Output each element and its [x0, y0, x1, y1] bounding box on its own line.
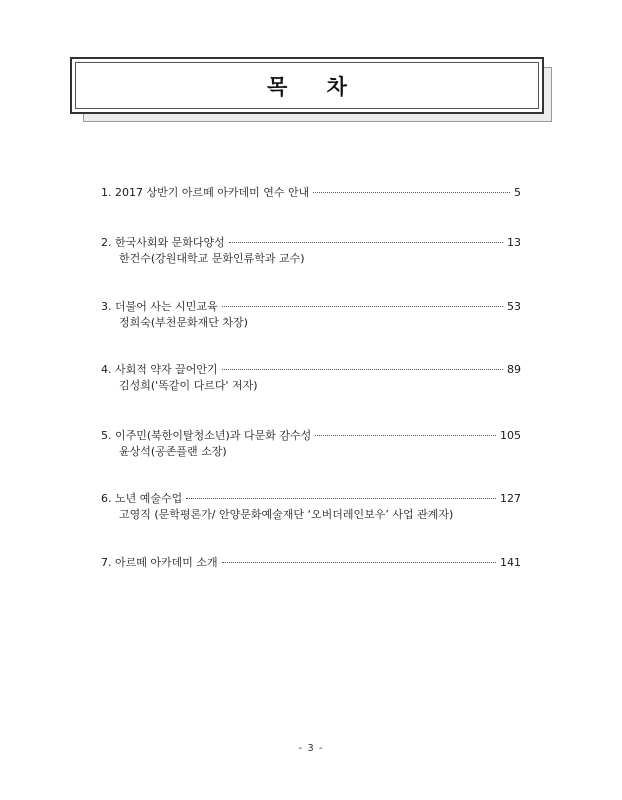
dot-leader — [229, 241, 503, 243]
toc-entry-label: 3. 더불어 사는 시민교육 — [101, 300, 218, 313]
toc-entry-author: 정희숙(부천문화재단 차장) — [119, 316, 248, 329]
dot-leader — [313, 191, 510, 193]
toc-entry-label: 5. 이주민(북한이탈청소년)과 다문화 감수성 — [101, 429, 312, 442]
toc-entry-author: 한건수(강원대학교 문화인류학과 교수) — [119, 252, 305, 265]
toc-entry-2[interactable] — [101, 235, 521, 267]
toc-entry-1[interactable] — [101, 185, 521, 201]
toc-entry-7[interactable] — [101, 555, 521, 571]
page-title: 목 차 — [267, 74, 363, 99]
toc-entry-author: 김성희('똑같이 다르다' 저자) — [119, 379, 258, 392]
toc-entry-6[interactable] — [101, 491, 521, 523]
toc-entry-author: 윤상석(공존플랜 소장) — [119, 445, 227, 458]
toc-page-number: 127 — [500, 492, 521, 505]
toc-entry-3[interactable] — [101, 299, 521, 331]
toc-page-number: 89 — [507, 363, 521, 376]
toc-entry-label: 2. 한국사회와 문화다양성 — [101, 236, 225, 249]
dot-leader — [315, 434, 496, 436]
dot-leader — [186, 497, 496, 499]
toc-entry-author: 고영직 (문학평론가/ 안양문화예술재단 ‘오버더레인보우’ 사업 관계자) — [119, 508, 454, 521]
toc-page-number: 141 — [500, 556, 521, 569]
toc-page-number: 13 — [507, 236, 521, 249]
toc-page-number: 5 — [514, 186, 521, 199]
dot-leader — [222, 561, 496, 563]
dot-leader — [222, 368, 503, 370]
title-box — [70, 57, 544, 114]
toc-entry-label: 7. 아르떼 아카데미 소개 — [101, 556, 218, 569]
toc-entry-label: 1. 2017 상반기 아르떼 아카데미 연수 안내 — [101, 186, 310, 199]
toc-entry-4[interactable] — [101, 362, 521, 394]
toc-page-number: 53 — [507, 300, 521, 313]
toc-entry-label: 4. 사회적 약자 끌어안기 — [101, 363, 218, 376]
toc-entry-5[interactable] — [101, 428, 521, 460]
dot-leader — [222, 305, 503, 307]
toc-page-number: 105 — [500, 429, 521, 442]
page-footer-number: - 3 - — [298, 743, 324, 754]
toc-entry-label: 6. 노년 예술수업 — [101, 492, 183, 505]
